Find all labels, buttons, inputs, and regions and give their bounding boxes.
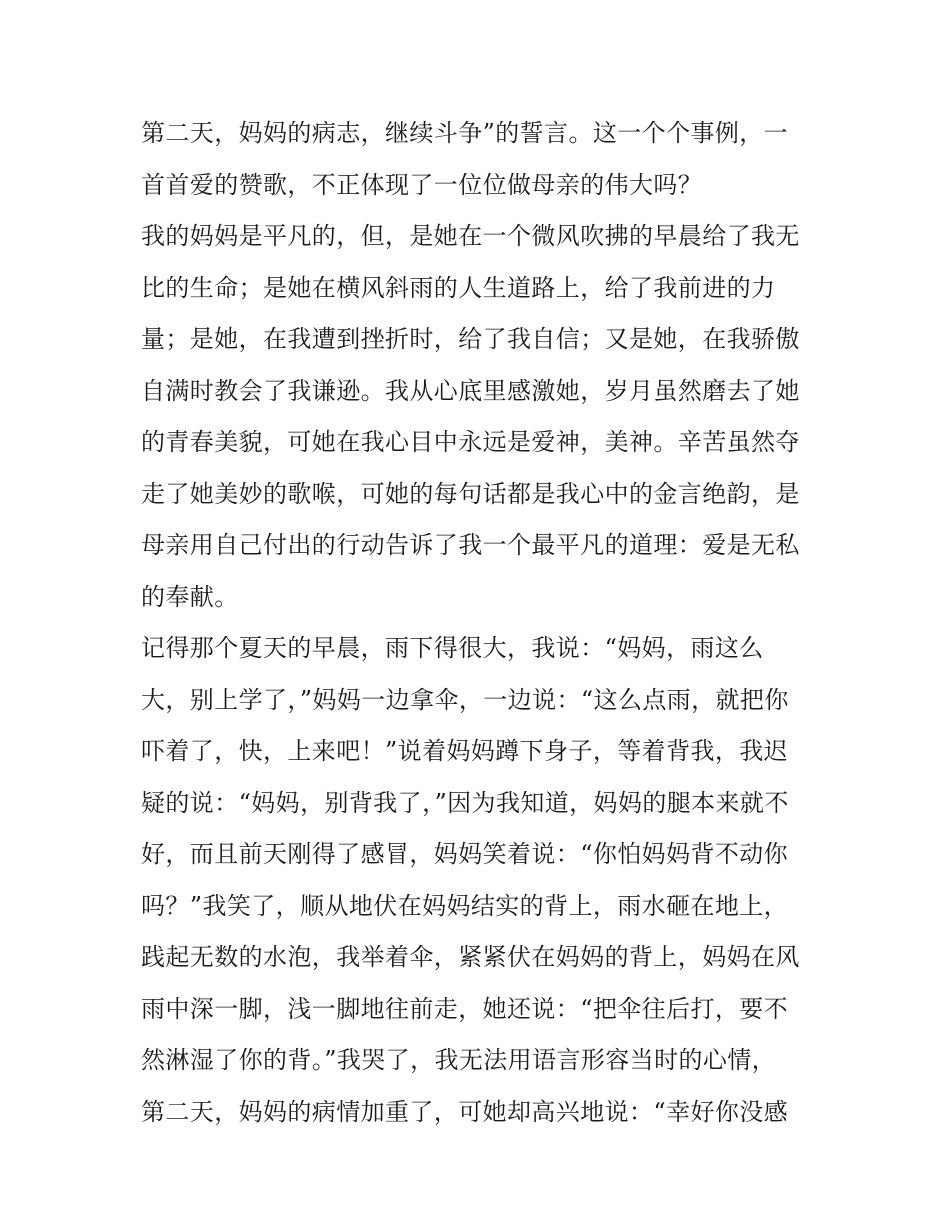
text-line: 雨中深一脚，浅一脚地往前走，她还说：“把伞往后打，要不 [141, 994, 789, 1023]
text-line: 记得那个夏天的早晨，雨下得很大，我说：“妈妈，雨这么 [141, 634, 764, 662]
text-line: 走了她美妙的歌喉，可她的每句话都是我心中的金言绝韵，是 [141, 479, 800, 508]
text-line: 第二天，妈妈的病情加重了，可她却高兴地说：“幸好你没感 [141, 1097, 789, 1126]
document-body [141, 108, 841, 1138]
text-line: 第二天，妈妈的病志，继续斗争”的誓言。这一个个事例，一 [141, 119, 789, 147]
text-line: 量；是她，在我遭到挫折时，给了我自信；又是她，在我骄傲 [141, 325, 800, 353]
text-line: 的青春美貌，可她在我心目中永远是爱神，美神。辛苦虽然夺 [141, 428, 800, 456]
text-line: 母亲用自己付出的行动告诉了我一个最平凡的道理：爱是无私 [141, 531, 800, 559]
text-line: 吓着了，快，上来吧！”说着妈妈蹲下身子，等着背我，我迟 [141, 737, 789, 765]
text-line: 吗？”我笑了，顺从地伏在妈妈结实的背上，雨水砸在地上， [141, 891, 789, 920]
text-line: 首首爱的赞歌，不正体现了一位位做母亲的伟大吗？ [141, 170, 703, 199]
text-line: 然淋湿了你的背。”我哭了，我无法用语言形容当时的心情， [141, 1046, 777, 1074]
text-line: 比的生命；是她在横风斜雨的人生道路上，给了我前进的力 [141, 273, 776, 302]
text-line: 疑的说：“妈妈，别背我了，”因为我知道，妈妈的腿本来就不 [141, 788, 789, 817]
text-line: 践起无数的水泡，我举着伞，紧紧伏在妈妈的背上，妈妈在风 [141, 943, 800, 971]
text-line: 自满时教会了我谦逊。我从心底里感激她，岁月虽然磨去了她 [141, 376, 800, 405]
text-line: 的奉献。 [141, 582, 239, 611]
text-line: 大，别上学了，”妈妈一边拿伞，一边说：“这么点雨，就把你 [141, 685, 789, 714]
text-line: 好，而且前天刚得了感冒，妈妈笑着说：“你怕妈妈背不动你 [141, 840, 789, 868]
text-line: 我的妈妈是平凡的，但，是她在一个微风吹拂的早晨给了我无 [141, 222, 800, 250]
